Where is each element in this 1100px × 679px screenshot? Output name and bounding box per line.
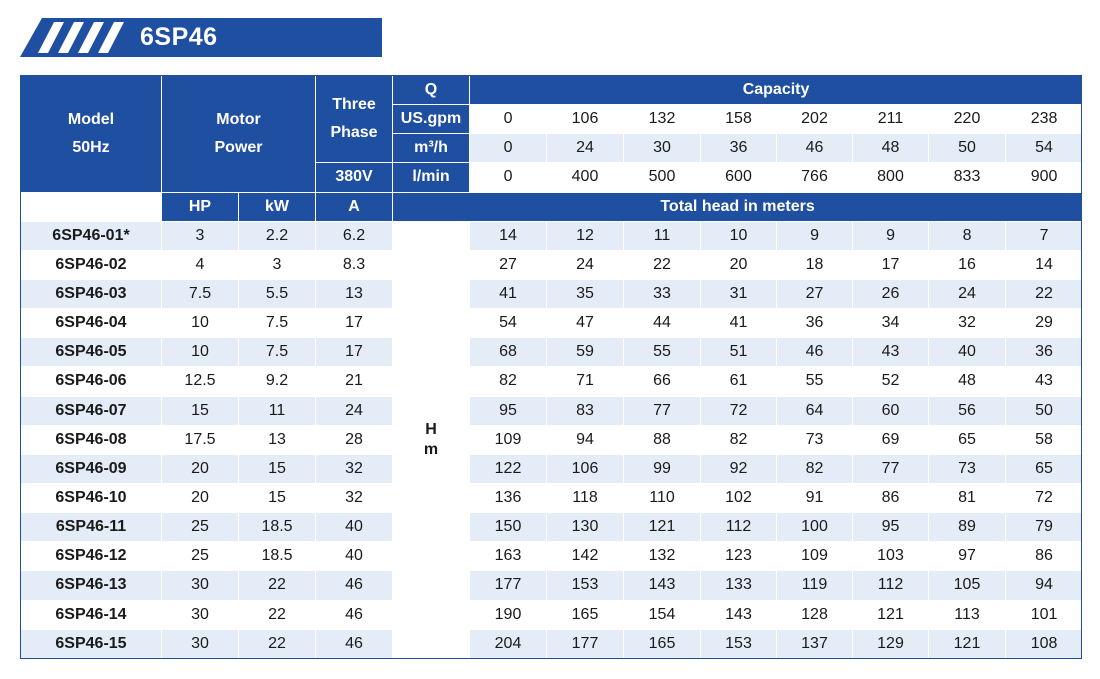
head-cell: 143 bbox=[624, 571, 701, 600]
amp-cell: 28 bbox=[316, 425, 393, 454]
head-cell: 101 bbox=[1006, 600, 1083, 629]
head-cell: 83 bbox=[547, 396, 624, 425]
kw-cell: 2.2 bbox=[239, 221, 316, 250]
amp-header: A bbox=[316, 192, 393, 221]
head-cell: 121 bbox=[929, 629, 1006, 658]
head-cell: 89 bbox=[929, 513, 1006, 542]
hp-cell: 12.5 bbox=[162, 367, 239, 396]
capacity-lmin-cell: 900 bbox=[1006, 163, 1083, 192]
head-cell: 136 bbox=[470, 483, 547, 512]
head-cell: 99 bbox=[624, 454, 701, 483]
capacity-usgpm-cell: 202 bbox=[777, 105, 853, 134]
hp-cell: 4 bbox=[162, 250, 239, 279]
hp-cell: 30 bbox=[162, 571, 239, 600]
head-cell: 154 bbox=[624, 600, 701, 629]
head-cell: 108 bbox=[1006, 629, 1083, 658]
power-label: Power bbox=[214, 138, 263, 156]
amp-cell: 8.3 bbox=[316, 250, 393, 279]
hp-cell: 3 bbox=[162, 221, 239, 250]
head-cell: 121 bbox=[853, 600, 929, 629]
head-cell: 137 bbox=[777, 629, 853, 658]
table-row bbox=[21, 513, 1083, 542]
head-cell: 119 bbox=[777, 571, 853, 600]
phase-label: Phase bbox=[330, 124, 378, 142]
capacity-lmin-cell: 0 bbox=[470, 163, 547, 192]
table-row bbox=[21, 396, 1083, 425]
table-row bbox=[21, 309, 1083, 338]
head-cell: 72 bbox=[1006, 483, 1083, 512]
head-cell: 41 bbox=[470, 279, 547, 308]
table-row bbox=[21, 629, 1083, 658]
head-cell: 94 bbox=[1006, 571, 1083, 600]
head-cell: 106 bbox=[547, 454, 624, 483]
page-title: 6SP46 bbox=[140, 23, 218, 51]
kw-cell: 9.2 bbox=[239, 367, 316, 396]
model-cell: 6SP46-09 bbox=[21, 454, 162, 483]
table-row bbox=[21, 338, 1083, 367]
head-cell: 122 bbox=[470, 454, 547, 483]
head-cell: 32 bbox=[929, 309, 1006, 338]
table-row bbox=[21, 454, 1083, 483]
unit-lmin: l/min bbox=[393, 163, 470, 192]
kw-cell: 18.5 bbox=[239, 542, 316, 571]
three-phase-header bbox=[316, 76, 393, 163]
head-cell: 68 bbox=[470, 338, 547, 367]
model-cell: 6SP46-12 bbox=[21, 542, 162, 571]
model-cell: 6SP46-07 bbox=[21, 396, 162, 425]
head-cell: 48 bbox=[929, 367, 1006, 396]
head-cell: 54 bbox=[470, 309, 547, 338]
kw-cell: 11 bbox=[239, 396, 316, 425]
head-unit-cell bbox=[393, 221, 470, 658]
head-cell: 8 bbox=[929, 221, 1006, 250]
amp-cell: 24 bbox=[316, 396, 393, 425]
head-cell: 36 bbox=[777, 309, 853, 338]
head-cell: 165 bbox=[624, 629, 701, 658]
q-header: Q bbox=[393, 76, 470, 105]
head-cell: 128 bbox=[777, 600, 853, 629]
amp-cell: 6.2 bbox=[316, 221, 393, 250]
amp-cell: 46 bbox=[316, 629, 393, 658]
hp-cell: 30 bbox=[162, 600, 239, 629]
head-cell: 65 bbox=[1006, 454, 1083, 483]
kw-cell: 22 bbox=[239, 571, 316, 600]
head-cell: 27 bbox=[470, 250, 547, 279]
head-cell: 69 bbox=[853, 425, 929, 454]
unit-usgpm: US.gpm bbox=[393, 105, 470, 134]
head-cell: 112 bbox=[853, 571, 929, 600]
hp-cell: 20 bbox=[162, 483, 239, 512]
head-cell: 14 bbox=[470, 221, 547, 250]
kw-cell: 22 bbox=[239, 600, 316, 629]
head-cell: 177 bbox=[547, 629, 624, 658]
head-cell: 73 bbox=[929, 454, 1006, 483]
capacity-m3h-cell: 24 bbox=[547, 134, 624, 163]
head-cell: 95 bbox=[470, 396, 547, 425]
capacity-usgpm-cell: 106 bbox=[547, 105, 624, 134]
table-row bbox=[21, 367, 1083, 396]
table-row bbox=[21, 250, 1083, 279]
model-header bbox=[21, 76, 162, 193]
hp-cell: 20 bbox=[162, 454, 239, 483]
head-cell: 79 bbox=[1006, 513, 1083, 542]
head-cell: 40 bbox=[929, 338, 1006, 367]
capacity-m3h-cell: 30 bbox=[624, 134, 701, 163]
model-freq-label: 50Hz bbox=[72, 138, 110, 156]
capacity-m3h-cell: 48 bbox=[853, 134, 929, 163]
head-cell: 11 bbox=[624, 221, 701, 250]
head-cell: 91 bbox=[777, 483, 853, 512]
head-cell: 46 bbox=[777, 338, 853, 367]
head-cell: 190 bbox=[470, 600, 547, 629]
head-cell: 61 bbox=[701, 367, 777, 396]
head-cell: 33 bbox=[624, 279, 701, 308]
head-cell: 82 bbox=[701, 425, 777, 454]
head-cell: 113 bbox=[929, 600, 1006, 629]
pump-spec-table bbox=[20, 75, 1083, 659]
kw-cell: 15 bbox=[239, 483, 316, 512]
capacity-lmin-cell: 833 bbox=[929, 163, 1006, 192]
capacity-usgpm-cell: 211 bbox=[853, 105, 929, 134]
head-cell: 118 bbox=[547, 483, 624, 512]
head-cell: 16 bbox=[929, 250, 1006, 279]
head-cell: 43 bbox=[1006, 367, 1083, 396]
head-cell: 82 bbox=[777, 454, 853, 483]
head-cell: 66 bbox=[624, 367, 701, 396]
hp-cell: 10 bbox=[162, 338, 239, 367]
head-cell: 55 bbox=[624, 338, 701, 367]
head-cell: 86 bbox=[853, 483, 929, 512]
table-row bbox=[21, 600, 1083, 629]
head-cell: 153 bbox=[701, 629, 777, 658]
model-label: Model bbox=[67, 110, 115, 128]
head-cell: 43 bbox=[853, 338, 929, 367]
table-row bbox=[21, 425, 1083, 454]
amp-cell: 46 bbox=[316, 571, 393, 600]
head-cell: 31 bbox=[701, 279, 777, 308]
head-unit-m: m bbox=[423, 440, 439, 458]
model-cell: 6SP46-10 bbox=[21, 483, 162, 512]
head-cell: 7 bbox=[1006, 221, 1083, 250]
capacity-m3h-cell: 0 bbox=[470, 134, 547, 163]
kw-cell: 18.5 bbox=[239, 513, 316, 542]
head-cell: 142 bbox=[547, 542, 624, 571]
hp-cell: 25 bbox=[162, 513, 239, 542]
head-cell: 129 bbox=[853, 629, 929, 658]
motor-power-header bbox=[162, 76, 316, 193]
capacity-lmin-cell: 766 bbox=[777, 163, 853, 192]
head-cell: 24 bbox=[547, 250, 624, 279]
head-cell: 95 bbox=[853, 513, 929, 542]
head-cell: 150 bbox=[470, 513, 547, 542]
capacity-lmin-cell: 400 bbox=[547, 163, 624, 192]
kw-cell: 15 bbox=[239, 454, 316, 483]
capacity-lmin-cell: 500 bbox=[624, 163, 701, 192]
head-cell: 71 bbox=[547, 367, 624, 396]
model-cell: 6SP46-11 bbox=[21, 513, 162, 542]
kw-cell: 13 bbox=[239, 425, 316, 454]
head-cell: 41 bbox=[701, 309, 777, 338]
model-cell: 6SP46-06 bbox=[21, 367, 162, 396]
head-cell: 55 bbox=[777, 367, 853, 396]
amp-cell: 46 bbox=[316, 600, 393, 629]
hp-cell: 10 bbox=[162, 309, 239, 338]
head-cell: 50 bbox=[1006, 396, 1083, 425]
head-cell: 64 bbox=[777, 396, 853, 425]
capacity-usgpm-cell: 220 bbox=[929, 105, 1006, 134]
kw-cell: 5.5 bbox=[239, 279, 316, 308]
head-cell: 59 bbox=[547, 338, 624, 367]
head-unit-h: H bbox=[425, 420, 437, 438]
head-cell: 163 bbox=[470, 542, 547, 571]
head-cell: 100 bbox=[777, 513, 853, 542]
hp-cell: 15 bbox=[162, 396, 239, 425]
hp-cell: 17.5 bbox=[162, 425, 239, 454]
head-cell: 51 bbox=[701, 338, 777, 367]
head-cell: 112 bbox=[701, 513, 777, 542]
head-cell: 27 bbox=[777, 279, 853, 308]
head-cell: 143 bbox=[701, 600, 777, 629]
head-cell: 47 bbox=[547, 309, 624, 338]
head-cell: 34 bbox=[853, 309, 929, 338]
capacity-m3h-cell: 36 bbox=[701, 134, 777, 163]
capacity-usgpm-cell: 132 bbox=[624, 105, 701, 134]
amp-cell: 17 bbox=[316, 309, 393, 338]
total-head-header: Total head in meters bbox=[393, 192, 1083, 221]
head-cell: 20 bbox=[701, 250, 777, 279]
head-cell: 97 bbox=[929, 542, 1006, 571]
head-cell: 86 bbox=[1006, 542, 1083, 571]
capacity-usgpm-cell: 158 bbox=[701, 105, 777, 134]
capacity-header: Capacity bbox=[470, 76, 1083, 105]
head-cell: 22 bbox=[624, 250, 701, 279]
head-cell: 103 bbox=[853, 542, 929, 571]
table-row bbox=[21, 483, 1083, 512]
head-cell: 44 bbox=[624, 309, 701, 338]
table-row bbox=[21, 542, 1083, 571]
head-cell: 165 bbox=[547, 600, 624, 629]
kw-cell: 22 bbox=[239, 629, 316, 658]
head-cell: 82 bbox=[470, 367, 547, 396]
kw-cell: 7.5 bbox=[239, 338, 316, 367]
table-row bbox=[21, 571, 1083, 600]
head-cell: 36 bbox=[1006, 338, 1083, 367]
amp-cell: 21 bbox=[316, 367, 393, 396]
head-cell: 72 bbox=[701, 396, 777, 425]
kw-cell: 7.5 bbox=[239, 309, 316, 338]
amp-cell: 32 bbox=[316, 483, 393, 512]
head-cell: 102 bbox=[701, 483, 777, 512]
head-cell: 121 bbox=[624, 513, 701, 542]
capacity-m3h-cell: 54 bbox=[1006, 134, 1083, 163]
amp-cell: 32 bbox=[316, 454, 393, 483]
head-cell: 58 bbox=[1006, 425, 1083, 454]
head-cell: 123 bbox=[701, 542, 777, 571]
head-cell: 204 bbox=[470, 629, 547, 658]
head-cell: 60 bbox=[853, 396, 929, 425]
head-cell: 130 bbox=[547, 513, 624, 542]
head-cell: 65 bbox=[929, 425, 1006, 454]
model-cell: 6SP46-14 bbox=[21, 600, 162, 629]
unit-m3h: m³/h bbox=[393, 134, 470, 163]
motor-label: Motor bbox=[216, 110, 261, 128]
head-cell: 153 bbox=[547, 571, 624, 600]
head-cell: 29 bbox=[1006, 309, 1083, 338]
capacity-lmin-cell: 800 bbox=[853, 163, 929, 192]
head-cell: 56 bbox=[929, 396, 1006, 425]
head-cell: 132 bbox=[624, 542, 701, 571]
head-cell: 77 bbox=[853, 454, 929, 483]
model-cell: 6SP46-02 bbox=[21, 250, 162, 279]
head-cell: 18 bbox=[777, 250, 853, 279]
model-cell: 6SP46-08 bbox=[21, 425, 162, 454]
amp-cell: 13 bbox=[316, 279, 393, 308]
amp-cell: 40 bbox=[316, 513, 393, 542]
capacity-lmin-cell: 600 bbox=[701, 163, 777, 192]
head-cell: 9 bbox=[777, 221, 853, 250]
three-label: Three bbox=[332, 96, 376, 114]
head-cell: 12 bbox=[547, 221, 624, 250]
head-cell: 9 bbox=[853, 221, 929, 250]
head-cell: 17 bbox=[853, 250, 929, 279]
title-banner bbox=[20, 18, 382, 57]
capacity-m3h-cell: 46 bbox=[777, 134, 853, 163]
head-cell: 73 bbox=[777, 425, 853, 454]
amp-cell: 40 bbox=[316, 542, 393, 571]
head-cell: 105 bbox=[929, 571, 1006, 600]
head-cell: 109 bbox=[777, 542, 853, 571]
head-cell: 109 bbox=[470, 425, 547, 454]
head-cell: 77 bbox=[624, 396, 701, 425]
hp-cell: 25 bbox=[162, 542, 239, 571]
hp-header: HP bbox=[162, 192, 239, 221]
model-cell: 6SP46-13 bbox=[21, 571, 162, 600]
head-cell: 88 bbox=[624, 425, 701, 454]
capacity-usgpm-cell: 0 bbox=[470, 105, 547, 134]
amp-cell: 17 bbox=[316, 338, 393, 367]
head-cell: 92 bbox=[701, 454, 777, 483]
capacity-m3h-cell: 50 bbox=[929, 134, 1006, 163]
head-cell: 110 bbox=[624, 483, 701, 512]
kw-cell: 3 bbox=[239, 250, 316, 279]
table-row bbox=[21, 279, 1083, 308]
model-cell: 6SP46-01* bbox=[21, 221, 162, 250]
voltage-header: 380V bbox=[316, 163, 393, 192]
table-row bbox=[21, 221, 1083, 250]
head-cell: 94 bbox=[547, 425, 624, 454]
head-cell: 24 bbox=[929, 279, 1006, 308]
head-cell: 26 bbox=[853, 279, 929, 308]
model-cell: 6SP46-15 bbox=[21, 629, 162, 658]
head-cell: 81 bbox=[929, 483, 1006, 512]
hp-cell: 30 bbox=[162, 629, 239, 658]
model-cell: 6SP46-04 bbox=[21, 309, 162, 338]
head-cell: 10 bbox=[701, 221, 777, 250]
head-cell: 52 bbox=[853, 367, 929, 396]
kw-header: kW bbox=[239, 192, 316, 221]
head-cell: 14 bbox=[1006, 250, 1083, 279]
head-cell: 35 bbox=[547, 279, 624, 308]
head-cell: 177 bbox=[470, 571, 547, 600]
head-cell: 133 bbox=[701, 571, 777, 600]
model-cell: 6SP46-05 bbox=[21, 338, 162, 367]
head-cell: 22 bbox=[1006, 279, 1083, 308]
capacity-usgpm-cell: 238 bbox=[1006, 105, 1083, 134]
model-cell: 6SP46-03 bbox=[21, 279, 162, 308]
hp-cell: 7.5 bbox=[162, 279, 239, 308]
